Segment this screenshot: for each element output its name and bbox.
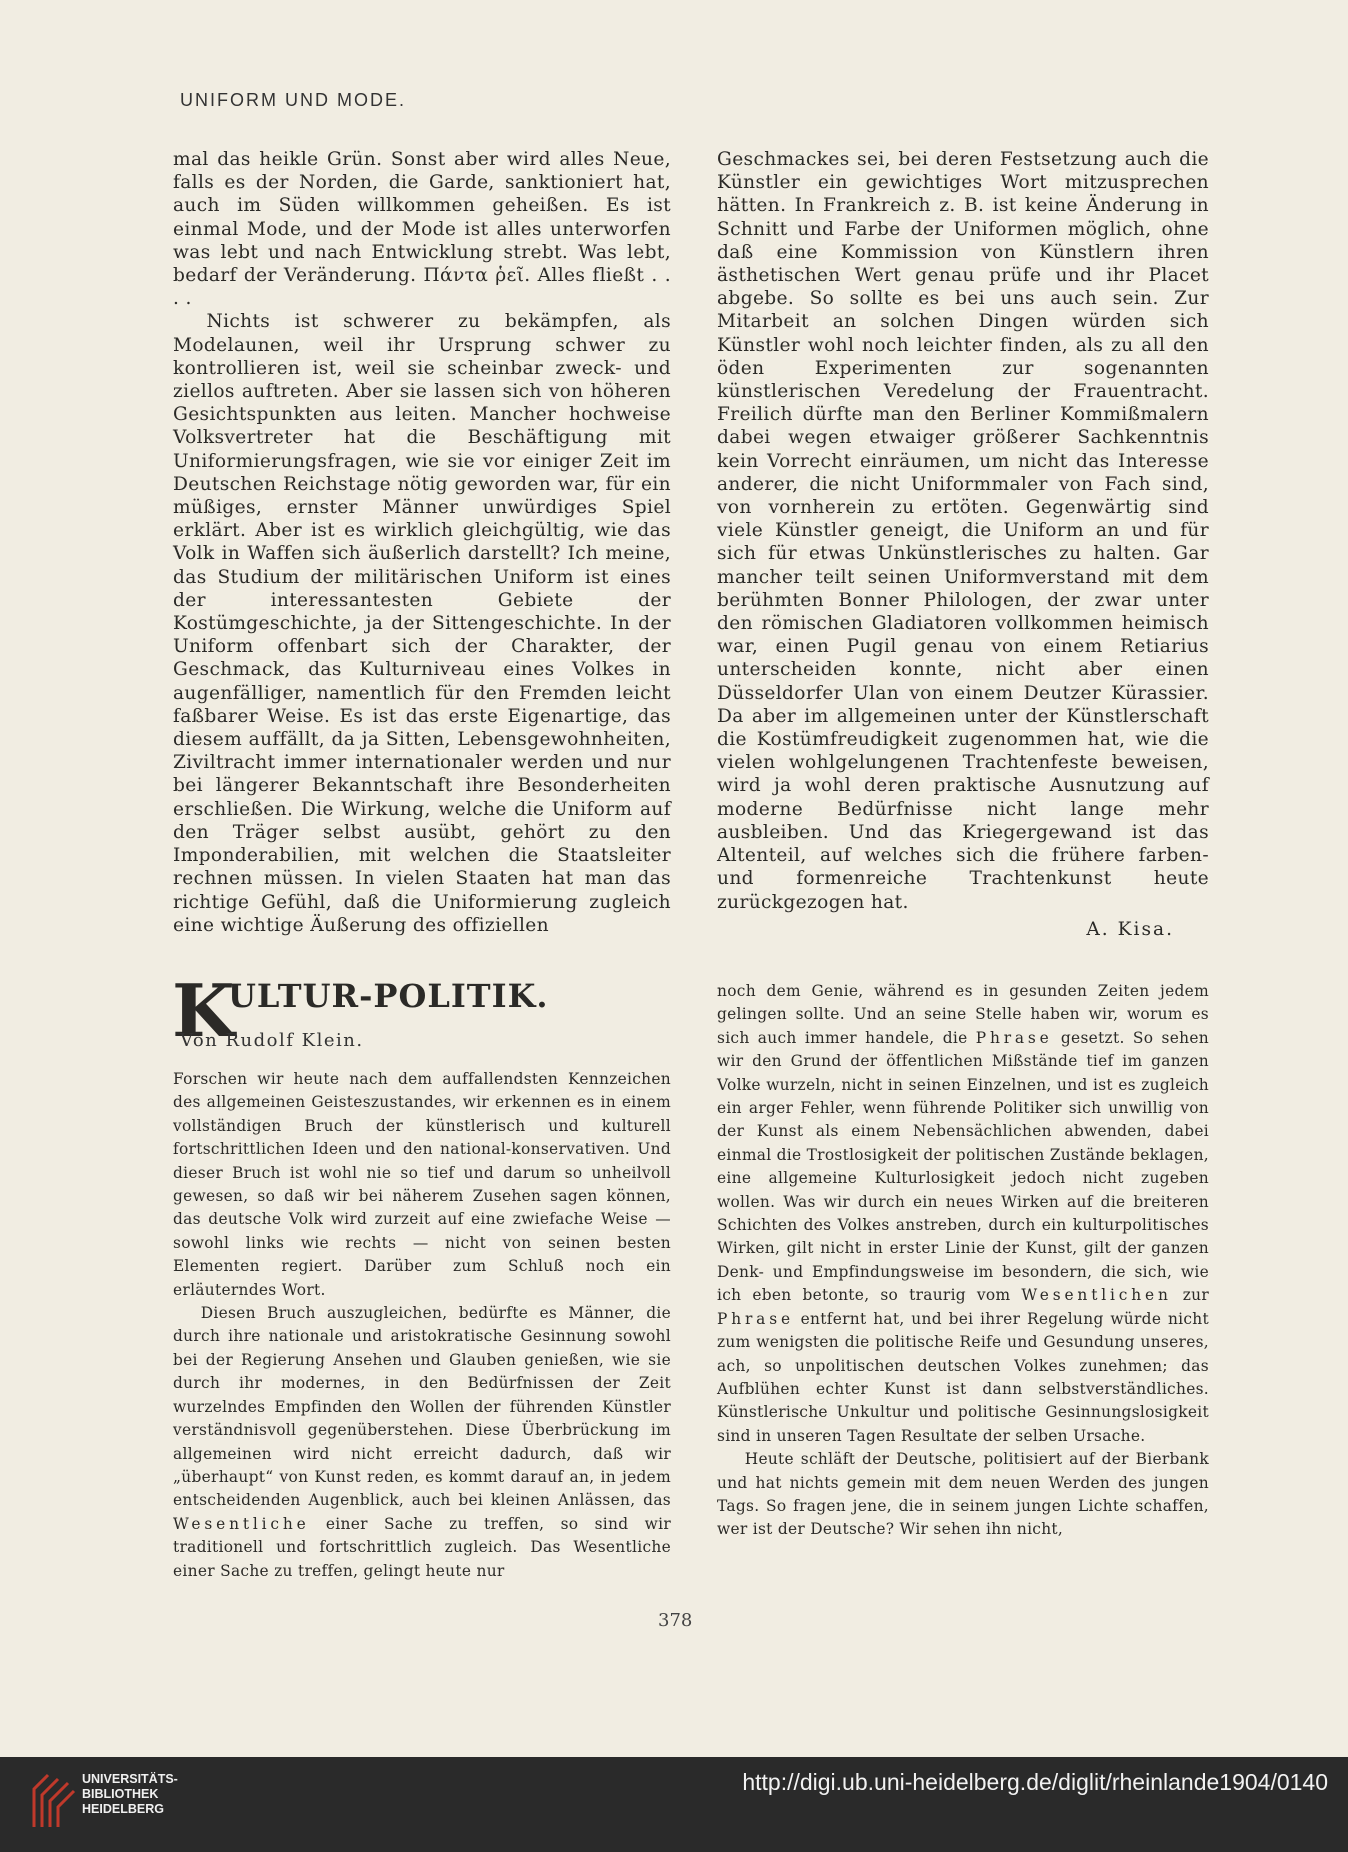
source-url-link[interactable]: http://digi.ub.uni-heidelberg.de/diglit/rheinlande1904/0140	[742, 1769, 1328, 1795]
text-run: Diesen Bruch auszugleichen, bedürfte es Männer, die durch ihre nationale und aristokratische Gesinnung sowohl bei der Regierung Ansehen und Glauben genießen, wie sie durch ihr modernes, in den Bedürfnissen der Zeit wurzelndes Empfinden den Wollen der führenden Künstler verständnisvoll gegenüberstehen. Diese Überbrückung im allgemeinen wird nicht erreicht dadurch, daß wir „überhaupt“ von Kunst reden, es kommt darauf an, in jedem entscheidenden Augenblick, auch bei kleinen Anlässen, das	[173, 1304, 671, 1510]
paragraph	[173, 1302, 671, 1583]
text-run: zur	[1182, 1286, 1209, 1305]
emphasized-word: Wesentliche	[173, 1514, 310, 1533]
page-number: 378	[658, 1610, 693, 1631]
paragraph: Nichts ist schwerer zu bekämpfen, als Modelaunen, weil ihr Ursprung schwer zu kontrollieren ist, weil sie scheinbar zweck- und ziellos auftreten. Aber sie lassen sich von höheren Gesichtspunkten aus leiten. Mancher hochweise Volksvertreter hat die Beschäftigung mit Uniformierungsfragen, wie sie vor einiger Zeit im Deutschen Reichstage nötig geworden war, für ein müßiges, ernster Männer unwürdiges Spiel erklärt. Aber ist es wirklich gleichgültig, wie das Volk in Waffen sich äußerlich darstellt? Ich meine, das Studium der militärischen Uniform ist eines der interessantesten Gebiete der Kostümgeschichte, ja der Sittengeschichte. In der Uniform offenbart sich der Charakter, der Geschmack, das Kulturniveau eines Volkes in augenfälliger, namentlich für den Fremden leicht faßbarer Weise. Es ist das erste Eigenartige, das diesem auffällt, da ja Sitten, Lebensgewohnheiten, Ziviltracht immer internationaler werden und nur bei längerer Bekanntschaft ihre Besonderheiten erschließen. Die Wirkung, welche die Uniform auf den Träger selbst ausübt, gehört zu den Imponderabilien, mit welchen die Staatsleiter rechnen müssen. In vielen Staaten hat man das richtige Gefühl, daß die Uniformierung zugleich eine wichtige Äußerung des offiziellen	[173, 311, 671, 936]
emphasized-word: Wesentlichen	[1021, 1286, 1172, 1305]
library-logo-icon	[28, 1767, 78, 1831]
paragraph: Geschmackes sei, bei deren Festsetzung auch die Künstler ein gewichtiges Wort mitzusprechen hätten. In Frankreich z. B. ist keine Änderung in Schnitt und Farbe der Uniformen möglich, ohne daß eine Kommission von Künstlern ihren ästhetischen Wert genau prüfe und ihr Placet abgebe. So sollte es bei uns auch sein. Zur Mitarbeit an solchen Dingen würden sich Künstler wohl noch leichter finden, als zu all den öden Experimenten zur sogenannten künstlerischen Veredelung der Frauentracht. Freilich dürfte man den Berliner Kommißmalern dabei wegen etwaiger größerer Sachkenntnis kein Vorrecht einräumen, um nicht das Interesse anderer, die nicht Uniformmaler von Fach sind, von vornherein zu ertöten. Gegenwärtig sind viele Künstler geneigt, die Uniform an und für sich für etwas Unkünstlerisches zu halten. Gar mancher teilt seinen Uniformverstand mit dem berühmten Bonner Philologen, der zwar unter den römischen Gladiatoren vollkommen heimisch war, einen Pugil genau von einem Retiarius unterscheiden konnte, nicht aber einen Düsseldorfer Ulan von einem Deutzer Kürassier. Da aber im allgemeinen unter der Künstlerschaft die Kostümfreudigkeit zugenommen hat, wie die vielen wohlgelungenen Trachtenfeste beweisen, wird ja wohl deren praktische Ausnutzung auf moderne Bedürfnisse nicht lange mehr ausbleiben. Und das Kriegergewand ist das Altenteil, auf welches sich die frühere farben- und formenreiche Trachtenkunst heute zurückgezogen hat.	[717, 149, 1209, 913]
text-run: noch dem Genie, während es in gesunden Zeiten jedem gelingen sollte. Und an seine Stelle haben wir, worum es sich auch immer handele, die	[717, 982, 1209, 1047]
logo-line: HEIDELBERG	[82, 1802, 164, 1816]
byline: Von Rudolf Klein.	[180, 1030, 364, 1051]
text-run: entfernt hat, und bei ihrer Regelung würde nicht zum wenigsten die politische Reife und Gesundung unseres, ach, so unpolitischen deutschen Volkes zunehmen; das Aufblühen echter Kunst ist dann selbstverständliches. Künstlerische Unkultur und politische Gesinnungslosigkeit sind in unseren Tagen Resultate der selben Ursache.	[717, 1309, 1209, 1445]
text-run: einer Sache zu treffen, so sind wir traditionell und fortschrittlich zugleich. Das Wesentliche einer Sache zu treffen, gelingt heute nur	[173, 1514, 671, 1580]
kulturpolitik-left-column	[173, 1068, 671, 1583]
running-head: UNIFORM UND MODE.	[180, 90, 406, 110]
paragraph: Forschen wir heute nach dem auffallendsten Kennzeichen des allgemeinen Geisteszustandes, wir erkennen es in einem vollständigen Bruch der künstlerisch und kulturell fortschrittlichen Ideen und den national-konservativen. Und dieser Bruch ist wohl nie so tief und darum so unheilvoll gewesen, so daß wir bei näherem Zusehen sagen können, das deutsche Volk wird zurzeit auf eine zwiefache Weise — sowohl links wie rechts — nicht von seinen besten Elementen regiert. Darüber zum Schluß noch ein erläuterndes Wort.	[173, 1070, 671, 1299]
uniform-article-right-column	[717, 148, 1209, 941]
library-footer-bar	[0, 1757, 1348, 1852]
kulturpolitik-right-column	[717, 980, 1209, 1542]
paragraph: Heute schläft der Deutsche, politisiert auf der Bierbank und hat nichts gemein mit dem neuen Werden des jungen Tags. So fragen jene, die in seinem jungen Lichte schaffen, wer ist der Deutsche? Wir sehen ihn nicht,	[717, 1450, 1209, 1539]
emphasized-word: Phrase	[717, 1309, 794, 1328]
author-signature: A. Kisa.	[1086, 918, 1174, 940]
logo-strokes	[34, 1775, 74, 1827]
library-logo-text	[82, 1772, 178, 1817]
text-run: gesetzt. So sehen wir den Grund der öffentlichen Mißstände tief im ganzen Volke wurzeln, nicht in seinen Einzelnen, und ist es zugleich ein arger Fehler, wenn führende Politiker sich unwillig von der Kunst als einem Nebensächlichen abwenden, dabei einmal die Trostlosigkeit der politischen Zustände beklagen, eine allgemeine Kulturlosigkeit jedoch nicht zugeben wollen. Was wir durch ein neues Wirken auf die breiteren Schichten des Volkes anstreben, durch ein kulturpolitisches Wirken, gilt nicht in erster Linie der Kunst, gilt der ganzen Denk- und Empfindungsweise im besondern, die sich, wie ich eben betonte, so traurig vom	[717, 1028, 1209, 1305]
emphasized-word: Phrase	[975, 1028, 1053, 1047]
logo-line: BIBLIOTHEK	[82, 1787, 159, 1801]
paragraph	[717, 980, 1209, 1448]
title-initial: K	[172, 968, 235, 1053]
title-text: ULTUR-POLITIK.	[228, 977, 549, 1015]
logo-line: UNIVERSITÄTS-	[82, 1772, 178, 1786]
uniform-article-left-column	[173, 148, 671, 937]
paragraph: mal das heikle Grün. Sonst aber wird alles Neue, falls es der Norden, die Garde, sanktioniert hat, auch im Süden willkommen geheißen. Es ist einmal Mode, und der Mode ist alles unterworfen was lebt und nach Entwicklung strebt. Was lebt, bedarf der Veränderung. Πάντα ῥεῖ. Alles fließt . . . .	[173, 149, 671, 310]
